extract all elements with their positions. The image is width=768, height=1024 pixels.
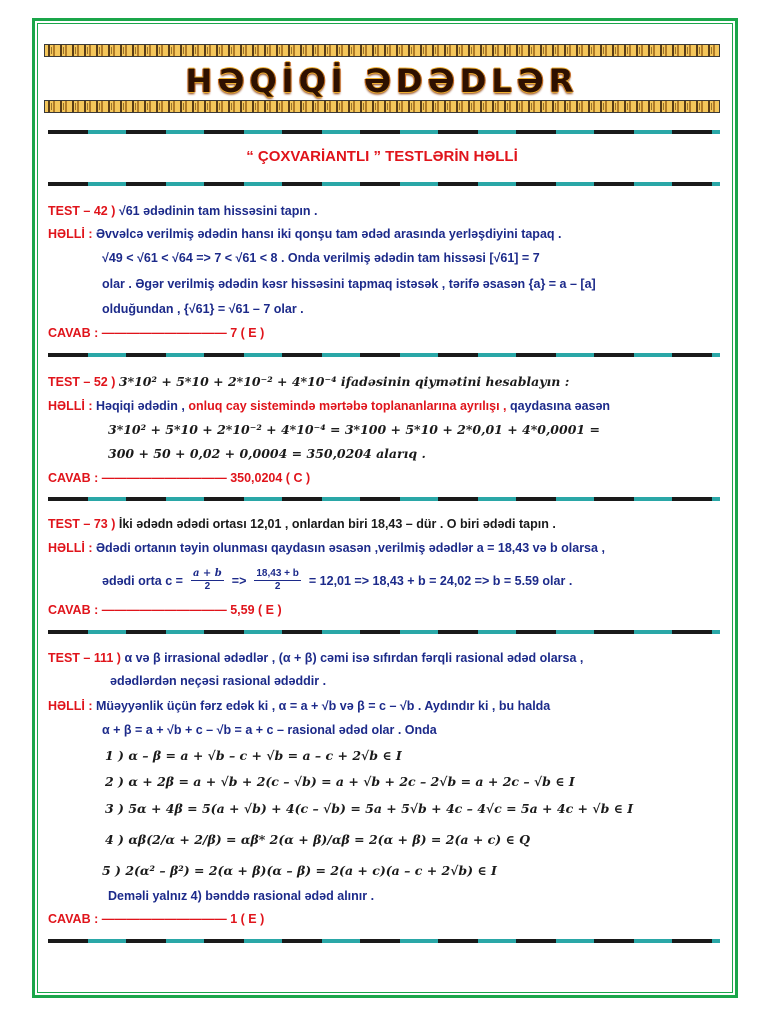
solution-line: √49 < √61 < √64 => 7 < √61 < 8 . Onda verilmiş ədədin tam hissəsi [√61] = 7 <box>102 251 540 265</box>
solution-line: α + β = a + √b + c – √b = a + c – rasional ədəd olar . Onda <box>102 723 437 737</box>
solution-line: 3 ) 5α + 4β = 5(a + √b) + 4(c – √b) = 5a + 5√b + 4c – 4√c = 5a + 4c + √b ∈ I <box>105 801 634 816</box>
solution-line: olduğundan , {√61} = √61 – 7 olar . <box>102 302 304 316</box>
fraction-denominator: 2 <box>204 581 211 592</box>
test-question-line <box>48 650 583 666</box>
solution-line: 4 ) αβ(2/α + 2/β) = αβ* 2(α + β)/αβ = 2(α + β) = 2(a + c) ∈ Q <box>105 832 531 847</box>
divider-rule <box>48 130 720 134</box>
solution-line <box>48 398 610 414</box>
section-subtitle: “ ÇOXVARİANTLI ” TESTLƏRİN HƏLLİ <box>246 148 518 165</box>
solution-line: 3*10² + 5*10 + 2*10⁻² + 4*10⁻⁴ = 3*100 + 5*10 + 2*0,01 + 4*0,0001 = <box>108 422 600 437</box>
solution-text: ədədi orta c = <box>102 573 183 588</box>
answer-line <box>48 325 264 341</box>
question-text: ədədlərdən neçəsi rasional ədəddir . <box>110 674 327 688</box>
divider-rule <box>48 939 720 943</box>
answer-dash: —————————— <box>101 603 227 617</box>
test-question-line <box>48 516 556 532</box>
answer-label: CAVAB : <box>48 603 99 617</box>
divider-rule <box>48 497 720 501</box>
solution-line: 300 + 50 + 0,02 + 0,0004 = 350,0204 alarıq . <box>108 446 426 461</box>
fraction-denominator: 2 <box>274 581 281 592</box>
answer-dash: —————————— <box>101 471 227 485</box>
divider-rule <box>48 630 720 634</box>
fraction-numerator: 18,43 + b <box>256 568 299 579</box>
question-text: α və β irrasional ədədlər , (α + β) cəmi isə sıfırdan fərqli rasional ədəd olarsa , <box>124 651 584 665</box>
answer-line <box>48 602 282 618</box>
divider-rule <box>48 353 720 357</box>
solution-line <box>48 540 605 556</box>
test-label: TEST – 111 ) <box>48 651 121 665</box>
answer-label: CAVAB : <box>48 912 99 926</box>
solution-label: HƏLLİ : <box>48 399 93 413</box>
page-title: HƏQİQİ ƏDƏDLƏR <box>185 62 579 100</box>
answer-value: 5,59 ( E ) <box>230 603 282 617</box>
question-text: 3*10² + 5*10 + 2*10⁻² + 4*10⁻⁴ ifadəsinin qiymətini hesablayın : <box>118 374 570 389</box>
solution-line: olar . Əgər verilmiş ədədin kəsr hissəsini tapmaq istəsək , tərifə əsasən {a} = a – [a] <box>102 277 596 291</box>
answer-dash: —————————— <box>101 326 227 340</box>
solution-text: Ədədi ortanın təyin olunması qaydasın əsasən ,verilmiş ədədlər a = 18,43 və b olarsa , <box>95 541 605 555</box>
answer-line <box>48 911 264 927</box>
solution-line <box>48 698 550 714</box>
ornament-band-bottom <box>44 100 720 113</box>
solution-line: Deməli yalnız 4) bənddə rasional ədəd alınır . <box>108 889 375 903</box>
answer-line <box>48 470 310 486</box>
solution-line: 5 ) 2(α² – β²) = 2(α + β)(α – β) = 2(a + c)(a – c + 2√b) ∈ I <box>102 863 497 878</box>
answer-value: 7 ( E ) <box>230 326 265 340</box>
solution-line <box>102 568 572 593</box>
solution-line: 2 ) α + 2β = a + √b + 2(c – √b) = a + √b + 2c – 2√b = a + 2c – √b ∈ I <box>105 774 575 789</box>
solution-highlight: onluq cay sistemində mərtəbə toplananlarına ayrılışı , <box>188 399 507 413</box>
solution-text: => <box>231 573 247 588</box>
solution-text: Həqiqi ədədin , <box>95 399 185 413</box>
test-label: TEST – 73 ) <box>48 517 116 531</box>
solution-text: = 12,01 => 18,43 + b = 24,02 => b = 5.59 olar . <box>308 573 573 588</box>
test-label: TEST – 42 ) <box>48 204 116 218</box>
fraction <box>191 568 224 593</box>
answer-label: CAVAB : <box>48 326 99 340</box>
fraction-numerator: a + b <box>192 568 222 579</box>
test-label: TEST – 52 ) <box>48 375 116 389</box>
question-text: İki ədədn ədədi ortası 12,01 , onlardan biri 18,43 – dür . O biri ədədi tapın . <box>118 517 556 531</box>
solution-text: Müəyyənlik üçün fərz edək ki , α = a + √b və β = c – √b . Aydındır ki , bu halda <box>95 699 551 713</box>
test-question-line <box>48 374 569 390</box>
solution-line <box>48 226 561 242</box>
solution-text: qaydasına əasən <box>510 399 611 413</box>
question-text: √61 ədədinin tam hissəsini tapın . <box>118 204 318 218</box>
answer-label: CAVAB : <box>48 471 99 485</box>
answer-dash: —————————— <box>101 912 227 926</box>
solution-label: HƏLLİ : <box>48 227 93 241</box>
test-question-line <box>48 203 317 219</box>
divider-rule <box>48 182 720 186</box>
answer-value: 350,0204 ( C ) <box>230 471 311 485</box>
solution-text: Əvvəlcə verilmiş ədədin hansı iki qonşu tam ədəd arasında yerləşdiyini tapaq . <box>95 227 562 241</box>
fraction <box>254 568 301 593</box>
solution-label: HƏLLİ : <box>48 541 93 555</box>
solution-line: 1 ) α – β = a + √b – c + √b = a – c + 2√b ∈ I <box>105 748 402 763</box>
solution-label: HƏLLİ : <box>48 699 93 713</box>
ornament-band-top <box>44 44 720 57</box>
answer-value: 1 ( E ) <box>230 912 265 926</box>
